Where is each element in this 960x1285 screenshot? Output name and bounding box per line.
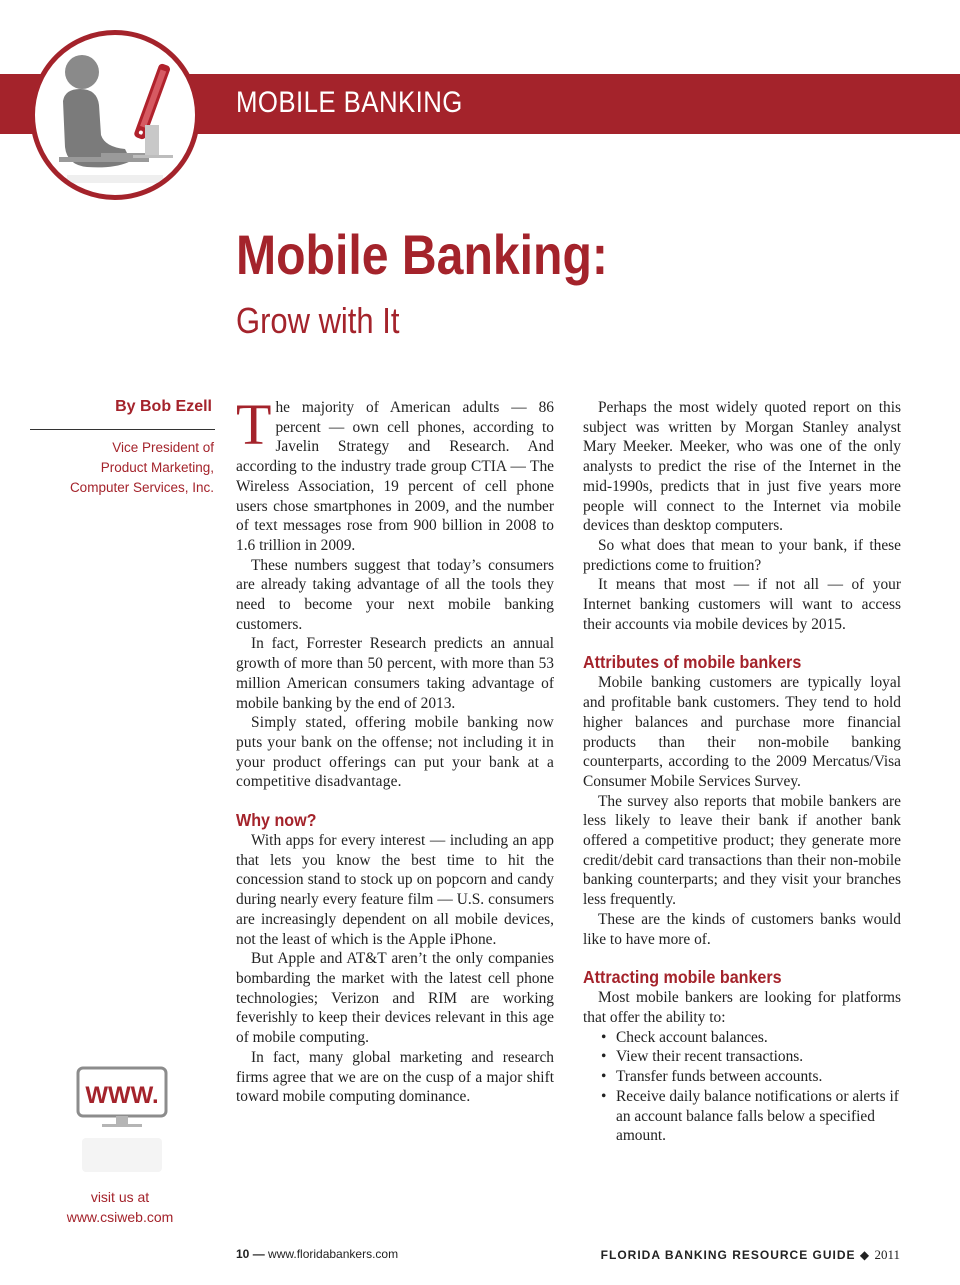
footer-left <box>236 1247 398 1261</box>
website-link[interactable]: www.csiweb.com <box>66 1209 174 1225</box>
list-item: • Transfer funds between accounts. <box>583 1067 901 1087</box>
page-number: 10 <box>236 1247 250 1261</box>
list-item: • Receive daily balance notifications or alerts if an account balance falls below a specified amount. <box>583 1087 901 1146</box>
paragraph: In fact, many global marketing and research firms agree that we are on the cusp of a major shift toward mobile computing dominance. <box>236 1048 554 1106</box>
person-with-phone-icon <box>35 35 195 195</box>
author-title-line: Computer Services, Inc. <box>69 480 214 495</box>
paragraph: It means that most — if not all — of your Internet banking customers will want to access their accounts via mobile devices by 2015. <box>583 576 901 633</box>
list-item: • View their recent transactions. <box>583 1047 901 1067</box>
visit-website <box>40 1187 200 1227</box>
section-title: MOBILE BANKING <box>236 86 463 119</box>
paragraph: These numbers suggest that today’s consumers are already taking advantage of all the tools they need to become your next mobile banking customers. <box>236 556 554 633</box>
paragraph: The survey also reports that mobile bankers are less likely to leave their bank if another bank offered a competitive product; they generate more credit/debit card transactions than their non-mobile banking counterparts; and they visit your branches less frequently. <box>583 792 901 909</box>
paragraph: So what does that mean to your bank, if these predictions come to fruition? <box>583 536 901 574</box>
bullet-list <box>583 1028 901 1146</box>
paragraph: Simply stated, offering mobile banking now puts your bank on the offense; not including it in your product offerings can put your bank at a competitive disadvantage. <box>236 714 554 791</box>
section-heading-attracting: Attracting mobile bankers <box>583 967 782 988</box>
drop-cap: T <box>236 392 272 457</box>
section-heading-attributes: Attributes of mobile bankers <box>583 652 802 673</box>
author-title-line: Product Marketing, <box>100 460 214 475</box>
paragraph: In fact, Forrester Research predicts an annual growth of more than 50 percent, with more than 53 million American consumers taking advantage of mobile banking by the end of 2013. <box>236 635 554 712</box>
byline: By Bob Ezell <box>115 398 212 415</box>
paragraph: With apps for every interest — including an app that lets you know the best time to hit the concession stand to stock up on popcorn and candy during nearly every feature film — U.S. consumers are increasingly dependent on all mobile devices, not the least of which is the Apple iPhone. <box>236 832 554 948</box>
paragraph: Mobile banking customers are typically loyal and profitable bank customers. They tend to hold higher balances and purchase more financial products than their non-mobile banking counterparts, according to the 2009 Mercatus/Visa Consumer Mobile Services Survey. <box>583 674 901 790</box>
footer-year: 2011 <box>874 1247 900 1262</box>
paragraph-text: he majority of American adults — 86 percent — own cell phones, according to Javelin Strategy and Research. And according to the industry trade group CTIA — The Wireless Association, 19 percent of cell phone users chose smartphones in 2009, and the number of text messages rose from 900 billion in 2008 to 1.6 trillion in 2009. <box>236 399 554 554</box>
author-title-line: Vice President of <box>112 440 214 455</box>
article-column-1 <box>236 392 554 1107</box>
diamond-icon: ◆ <box>855 1248 875 1262</box>
www-monitor-icon <box>76 1066 168 1176</box>
footer-dash: — <box>249 1247 269 1261</box>
paragraph: Most mobile bankers are looking for platforms that offer the ability to: <box>583 989 901 1026</box>
article-subtitle: Grow with It <box>236 300 400 341</box>
paragraph: But Apple and AT&T aren’t the only companies bombarding the market with the latest cell phone technologies; Verizon and RIM are working feverishly to keep their devices relevant in this age of mobile computing. <box>236 950 554 1047</box>
paragraph: Perhaps the most widely quoted report on this subject was written by Morgan Stanley analyst Mary Meeker. Meeker, who was one of the only analysts to predict the rise of the Internet in the mid-1990s, predicts that in just five years more people will connect to the Internet via mobile devices than desktop computers. <box>583 399 901 535</box>
visit-label: visit us at <box>90 1189 150 1205</box>
paragraph <box>236 392 554 556</box>
section-logo <box>30 30 200 200</box>
list-item: • Check account balances. <box>583 1028 901 1048</box>
guide-name: FLORIDA BANKING RESOURCE GUIDE <box>600 1248 856 1262</box>
paragraph: These are the kinds of customers banks would like to have more of. <box>583 910 901 948</box>
monitor-icon <box>76 1066 168 1176</box>
article-title: Mobile Banking: <box>236 223 608 286</box>
footer-url[interactable]: www.floridabankers.com <box>268 1247 399 1261</box>
article-column-2 <box>583 398 901 1146</box>
section-heading-why-now: Why now? <box>236 810 317 831</box>
www-label: WWW. <box>85 1082 159 1109</box>
footer-right <box>601 1247 900 1263</box>
author-title <box>14 438 214 498</box>
byline-divider <box>30 429 215 430</box>
